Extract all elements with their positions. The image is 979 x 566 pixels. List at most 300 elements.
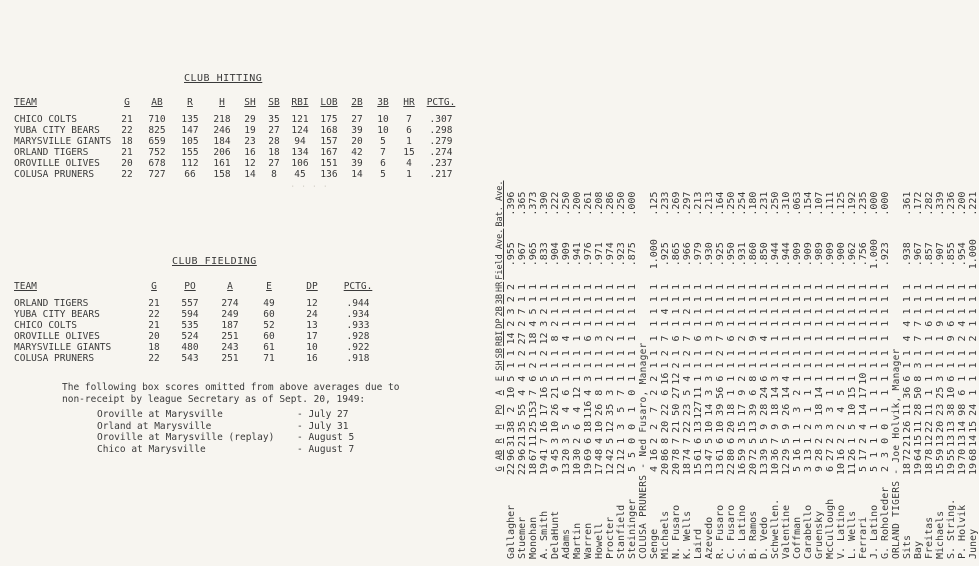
player-stat: 1 [759,296,770,303]
player-stat: 7 [528,389,539,396]
player-stat: 1 [869,335,880,342]
player-stat: .250 [770,191,781,216]
player-stat: 21 [550,386,561,399]
player-stat: 21 [517,434,528,447]
hitting-cell: 7 [380,147,386,158]
player-stat: 1 [792,423,803,430]
player-stat: .063 [792,191,803,216]
game-matchup: Orland at Marysville [97,420,212,432]
player-stat: 5 [748,437,759,444]
player-stat: 1 [814,320,825,327]
player-stat: 2 [539,308,550,315]
hitting-cell: 66 [184,169,196,180]
hitting-row [12,147,460,158]
player-stat: 17 [858,386,869,399]
player-stats-rotated [495,0,979,560]
player-stat: .233 [660,191,671,216]
player-name: Ferrari [858,516,869,559]
player-stat: 1 [704,296,715,303]
player-stat: 1 [572,375,583,382]
player-stat: 16 [792,448,803,461]
player-stat: 10 [946,386,957,399]
player-stat: 1 [814,375,825,382]
player-stat: 1 [517,362,528,369]
player-stat: 1 [682,296,693,303]
player-stat: .208 [594,191,605,216]
player-stat: 20 [660,462,671,475]
player-stat: .833 [539,242,550,267]
player-row [594,180,605,560]
player-stat: 1 [825,375,836,382]
hitting-row [12,114,460,125]
player-stat: 1 [748,296,759,303]
hitting-cell: 135 [181,114,199,125]
player-stat: 17 [539,403,550,416]
player-stat: .164 [715,191,726,216]
player-stat: 13 [946,420,957,433]
player-stat: .000 [880,191,891,216]
player-stat: 1 [583,362,594,369]
player-stat: 0 [627,437,638,444]
player-stat: 2 [517,320,528,327]
player-stat: 1 [550,308,561,315]
player-stat: 18 [528,462,539,475]
player-stat: 17 [737,403,748,416]
club-hitting-table [12,97,460,180]
player-stat: 1 [825,335,836,342]
fielding-cell: 12 [306,298,318,309]
player-stat: .361 [902,191,913,216]
player-stat: 1 [627,362,638,369]
hitting-cell: 14 [351,169,363,180]
player-stat: 1.000 [968,239,979,270]
player-stat: 3 [715,320,726,327]
player-stat: .950 [726,242,737,267]
player-stat: 20 [748,462,759,475]
player-stat: 28 [814,448,825,461]
player-stat: .967 [913,242,924,267]
player-stat: 39 [748,403,759,416]
hitting-cell: 157 [320,136,338,147]
player-row [924,180,935,560]
player-name: Warren [583,522,594,559]
player-stat: 4 [902,335,913,342]
player-stat: 4 [660,308,671,315]
player-row [759,180,770,560]
player-stat: .966 [682,242,693,267]
player-stat: 1 [902,350,913,357]
hitting-cell: 158 [213,169,231,180]
hitting-cell: 21 [121,114,133,125]
player-stat: 1 [561,362,572,369]
player-stat: 1 [748,283,759,290]
game-date: - July 31 [297,420,349,432]
player-stat: 1 [726,389,737,396]
player-stat: 3 [803,465,814,472]
hitting-col-header: HR [403,97,415,108]
player-row [715,180,726,560]
player-stat: 1 [616,296,627,303]
fielding-cell: .933 [346,320,370,331]
hitting-cell: 20 [351,136,363,147]
player-stat: .250 [616,191,627,216]
player-stat: .192 [847,191,858,216]
player-stat: 1 [748,320,759,327]
player-stat: .875 [627,242,638,267]
hitting-cell: .307 [429,114,453,125]
player-stat: 18 [924,462,935,475]
player-stats-table [495,180,979,560]
player-stat: .909 [561,242,572,267]
player-col-header: AB [495,449,505,461]
player-stat: .286 [605,191,616,216]
player-stat: 96 [517,448,528,461]
player-stat: 3 [594,335,605,342]
player-stat: 16 [660,372,671,385]
player-row [847,180,858,560]
player-stat: 1 [924,335,935,342]
player-stat: 7 [715,335,726,342]
player-name: Freitas [924,516,935,559]
player-stat: 1 [627,320,638,327]
player-stat: 1 [616,350,627,357]
hitting-row [12,158,460,169]
player-stat: 12 [671,372,682,385]
player-stat: 86 [660,448,671,461]
player-stat: 1 [726,350,737,357]
player-name: Azevedo [704,516,715,559]
player-stat: .944 [781,242,792,267]
player-stat: 1 [693,296,704,303]
player-stat: .000 [627,191,638,216]
player-stat: 1 [946,308,957,315]
player-stat: 7 [616,389,627,396]
player-stat: 1 [572,350,583,357]
club-fielding-table [12,281,380,364]
player-stat: 5 [836,389,847,396]
fielding-cell: 243 [221,342,239,353]
player-stat: 1 [814,350,825,357]
player-name: Senge [649,528,660,559]
player-row [583,180,594,560]
player-stat: 6 [715,437,726,444]
player-stat: 10 [704,420,715,433]
fielding-cell: 251 [221,331,239,342]
player-col-header: 2B [495,306,505,317]
player-stat: 2 [506,406,517,413]
hitting-cell: 206 [213,147,231,158]
player-stat: 2 [737,375,748,382]
player-stat: 1 [880,362,891,369]
player-stat: .904 [550,242,561,267]
player-stat: 9 [550,465,561,472]
player-stat: 12 [924,434,935,447]
player-stat: 35 [517,420,528,433]
player-row [649,180,660,560]
player-stat: 5 [506,375,517,382]
player-stat: 1 [671,320,682,327]
player-stat: 9 [759,423,770,430]
player-stat: 1 [561,350,572,357]
player-stat: 2 [605,335,616,342]
player-stat: .221 [968,191,979,216]
player-stat: 1 [539,296,550,303]
player-stat: 4 [902,320,913,327]
player-name: Monohan [528,516,539,559]
player-stat: 11 [924,403,935,416]
player-stat: 9 [737,389,748,396]
player-stat: 7 [682,437,693,444]
player-stat: 1 [583,320,594,327]
player-stat: .125 [836,191,847,216]
player-stat: 13 [935,434,946,447]
player-stat: 1 [594,308,605,315]
fielding-cell: 22 [148,309,160,320]
hitting-cell: 22 [121,169,133,180]
club-hitting-title: CLUB HITTING [184,73,263,84]
fielding-cell: 61 [263,342,275,353]
player-stat: .860 [748,242,759,267]
player-stat: 5 [561,423,572,430]
player-stat: 116 [583,400,594,419]
player-stat: 1 [759,308,770,315]
omitted-game-row [97,409,367,421]
player-stat: 22 [924,420,935,433]
player-stat: 1 [968,320,979,327]
player-stat: 1 [803,320,814,327]
player-stat: 16 [737,462,748,475]
player-stat: 68 [968,448,979,461]
player-stat: 1 [880,320,891,327]
fielding-cell: 21 [148,320,160,331]
player-stat: 1 [968,283,979,290]
player-name: K. Wells [682,510,693,559]
player-stat: 1 [836,335,847,342]
player-stat: 26 [781,403,792,416]
player-stat: 14 [770,386,781,399]
player-stat: 1 [957,350,968,357]
player-stat: 1 [847,362,858,369]
player-stat: 1 [935,283,946,290]
player-name: Juney [968,528,979,559]
player-stat: 1 [605,350,616,357]
player-stat: 1 [825,320,836,327]
player-stat: 1 [737,350,748,357]
hitting-cell: .274 [429,147,453,158]
player-stat: 2 [836,423,847,430]
player-stat: 18 [682,462,693,475]
hitting-cell: 1 [406,136,412,147]
player-stat: 9 [770,423,781,430]
hitting-cell: 4 [406,158,412,169]
player-stat: 3 [770,375,781,382]
player-stat: 1 [605,320,616,327]
player-stat: 2 [880,465,891,472]
player-row [836,180,847,560]
player-stat: 72 [748,448,759,461]
player-stat: 6 [715,375,726,382]
player-stat: 1 [968,296,979,303]
player-row [506,180,517,560]
player-stat: 1 [968,308,979,315]
player-row [726,180,737,560]
player-stat: 13 [715,462,726,475]
player-stat: 1.000 [869,239,880,270]
player-stat: 1 [847,350,858,357]
hitting-cell: .217 [429,169,453,180]
player-stat: 5 [704,437,715,444]
player-stat: 13 [561,462,572,475]
player-row [968,180,979,560]
player-stat: 1 [836,296,847,303]
player-stat: 1 [616,362,627,369]
player-stat: 1 [968,389,979,396]
player-stat: 1 [594,375,605,382]
player-stat: 1 [715,308,726,315]
hitting-cell: 15 [403,147,415,158]
fielding-cell: 71 [263,353,275,364]
player-col-header: E [495,376,505,382]
player-stat: 24 [968,403,979,416]
player-stat: .390 [539,191,550,216]
hitting-cell: 105 [181,136,199,147]
player-stat: .180 [748,191,759,216]
player-stat: .756 [858,242,869,267]
player-stat: 6 [946,320,957,327]
player-stat: 1 [671,350,682,357]
player-name: McCullough [825,498,836,559]
team-manager-header: COLUSA PRUNERS - Ned Fusaro, Manager [638,342,649,559]
player-stat: 10 [594,420,605,433]
player-stat: 6 [748,389,759,396]
player-stat: 1 [528,296,539,303]
player-stat: 1 [869,308,880,315]
player-stat: 1 [726,283,737,290]
player-row [814,180,825,560]
player-name: Michaels [660,510,671,559]
player-stat: .925 [715,242,726,267]
player-row [528,180,539,560]
player-stat: 28 [913,403,924,416]
fielding-cell: 480 [181,342,199,353]
player-stat: 1 [770,308,781,315]
player-stat: 3 [616,423,627,430]
player-stat: 1 [583,308,594,315]
player-row [517,180,528,560]
player-stat: 6 [583,437,594,444]
fielding-col-header: DP [306,281,318,292]
player-stat: 1 [924,308,935,315]
player-stat: 48 [594,448,605,461]
player-col-header: R [495,438,505,444]
player-stat: 3 [935,375,946,382]
player-stat: .213 [693,191,704,216]
fielding-cell: 274 [221,298,239,309]
hitting-row [12,125,460,136]
player-stat: .971 [594,242,605,267]
player-stat: 1 [781,296,792,303]
player-stat: 1 [649,362,660,369]
fielding-row [12,353,380,364]
player-stat: 2 [539,350,550,357]
hitting-col-header: RBI [291,97,309,108]
fielding-cell: .918 [346,353,370,364]
hitting-cell: 106 [291,158,309,169]
hitting-cell: 29 [244,114,256,125]
player-stat: 2 [506,283,517,290]
player-stat: 1 [704,283,715,290]
player-stat: 30 [572,448,583,461]
player-stat: 1 [913,283,924,290]
fielding-row [12,342,380,353]
player-stat: 1 [869,362,880,369]
player-stat: 1 [583,283,594,290]
player-stat: 1 [869,350,880,357]
player-stat: .909 [803,242,814,267]
player-stat: 2 [682,350,693,357]
player-col-header: HR [495,281,505,293]
player-stat: 1 [792,350,803,357]
player-stat: 1 [627,350,638,357]
player-stat: 1 [550,362,561,369]
player-stat: 18 [814,403,825,416]
player-stat: .944 [770,242,781,267]
player-stat: 18 [902,462,913,475]
player-stat: 1 [715,296,726,303]
player-stat: 96 [506,448,517,461]
player-stat: 1 [814,308,825,315]
player-stat: 0 [627,423,638,430]
player-stat: 1 [869,437,880,444]
player-stat: 1 [924,283,935,290]
player-stat: 4 [517,389,528,396]
player-stat: 1 [693,375,704,382]
fielding-row [12,309,380,320]
player-stat: .967 [517,242,528,267]
player-stat: 4 [517,375,528,382]
fielding-cell: 20 [148,331,160,342]
player-row [572,180,583,560]
player-stat: .235 [858,191,869,216]
game-matchup: Chico at Marysville [97,443,206,455]
player-stat: 67 [528,448,539,461]
player-stat: 17 [594,462,605,475]
hitting-cell: 134 [291,147,309,158]
hitting-cell: 147 [181,125,199,136]
hitting-col-header: H [219,97,225,108]
player-stat: 8 [660,437,671,444]
fielding-row [12,331,380,342]
fielding-cell: 24 [306,309,318,320]
fielding-cell: 187 [221,320,239,331]
player-stat: 1 [726,320,737,327]
player-stat: 8 [594,389,605,396]
player-stat: 72 [902,448,913,461]
player-stat: 1 [858,335,869,342]
fielding-col-header: E [266,281,272,292]
hitting-cell: 18 [268,147,280,158]
player-stat: 9 [781,423,792,430]
player-stat: 1 [594,362,605,369]
player-stat: 1 [649,296,660,303]
player-stat: 1 [737,320,748,327]
player-stat: 16 [539,420,550,433]
player-stat: 1 [627,308,638,315]
player-stat: 4 [781,375,792,382]
player-stat: 6 [660,389,671,396]
player-stat: 7 [539,437,550,444]
player-stat: 1 [671,296,682,303]
